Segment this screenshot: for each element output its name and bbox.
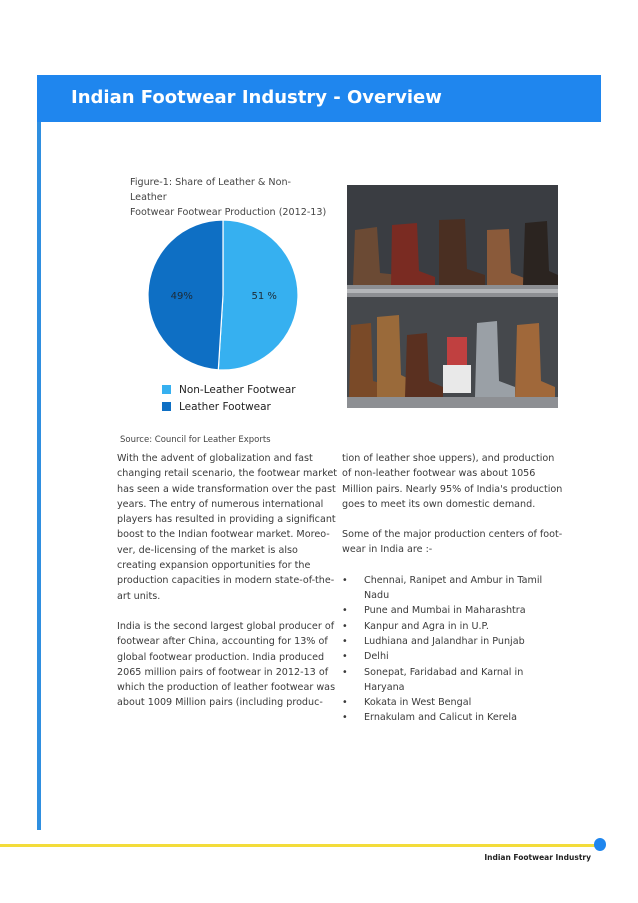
bullet-icon: • [342,605,348,617]
bullet-icon: • [342,574,348,586]
legend-item-leather [162,398,296,415]
pie-label-non-leather-footwear: 51 % [251,291,277,302]
bottom-dot [594,838,606,851]
page-title: Indian Footwear Industry - Overview [71,87,442,108]
bullet-icon: • [342,620,348,632]
bottom-accent-rule [0,844,600,847]
legend-label-leather: Leather Footwear [179,400,271,413]
list-item: • Chennai, Ranipet and Ambur in Tamil Nadu [342,573,564,604]
bullet-icon: • [342,666,348,678]
legend-swatch-non-leather [162,385,171,394]
paragraph-domestic-demand: tion of leather shoe uppers), and production of non-leather footwear was about 1056 Million pairs. Nearly 95% of India's production goes to meet its own domestic demand. [342,453,563,510]
footer-label: Indian Footwear Industry [484,853,591,862]
chart-legend [162,381,296,415]
figure-caption [130,175,330,220]
figure-caption-line-2: Footwear Footwear Production (2012-13) [130,207,327,218]
list-item: • Kanpur and Agra in in U.P. [342,619,564,634]
production-centers-list [342,573,564,726]
list-item: • Pune and Mumbai in Maharashtra [342,603,564,618]
bullet-icon: • [342,651,348,663]
paragraph-production: India is the second largest global producer of footwear after China, accounting for 13% of global footwear production. India produced 2065 million pairs of footwear in 2012-13 of which the production of leather footwear was about 1009 Million pairs (including produc- [117,620,336,709]
body-column-left [117,451,337,726]
title-banner [37,75,601,122]
bullet-icon: • [342,712,348,724]
left-accent-rule [37,122,41,830]
shoe-display-photo [347,185,558,408]
figure-caption-line-1: Figure-1: Share of Leather & Non- Leather [130,177,291,203]
list-item: • Delhi [342,649,564,664]
list-item: • Sonepat, Faridabad and Karnal in Haryana [342,665,564,696]
legend-item-non-leather [162,381,296,398]
pie-label-leather-footwear: 49% [170,291,193,302]
bullet-icon: • [342,635,348,647]
paragraph-globalization: With the advent of globalization and fast changing retail scenario, the footwear market has seen a wide transformation over the past years. The entry of numerous international players has resulted in providing a significant boost to the Indian footwear market. Moreo-ver, de-licensing of the market is also creating expansion opportunities for the production capacities in modern state-of-the-art units. [117,453,338,602]
list-item: • Kokata in West Bengal [342,695,564,710]
pie-chart [140,215,320,385]
list-item: • Ernakulam and Calicut in Kerela [342,710,564,725]
list-item: • Ludhiana and Jalandhar in Punjab [342,634,564,649]
bullet-icon: • [342,697,348,709]
figure-source: Source: Council for Leather Exports [120,435,271,445]
legend-swatch-leather [162,402,171,411]
legend-label-non-leather: Non-Leather Footwear [179,383,296,396]
body-column-right [342,451,564,726]
paragraph-centers-intro: Some of the major production centers of foot-wear in India are :- [342,529,563,556]
